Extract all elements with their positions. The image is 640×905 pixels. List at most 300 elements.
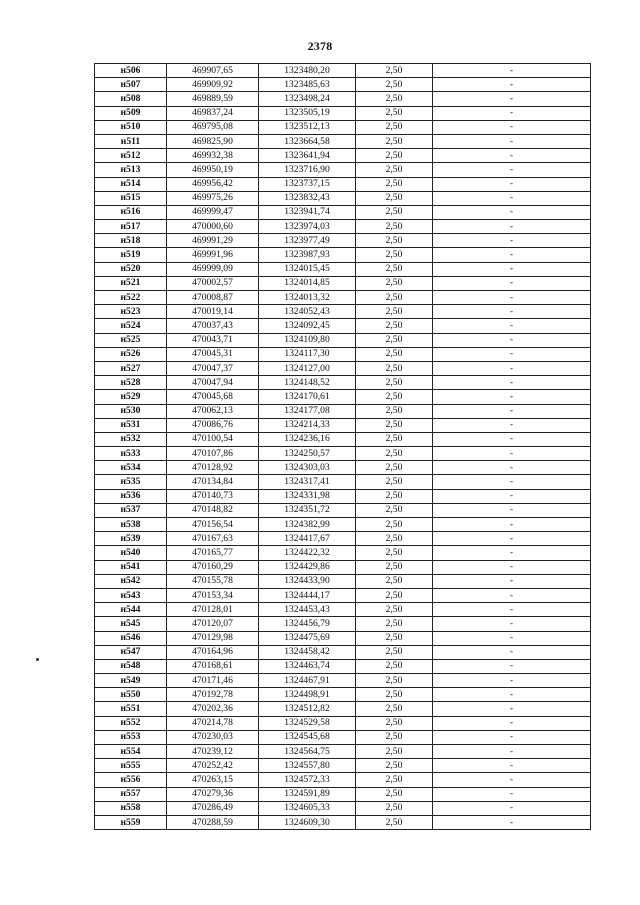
- note-cell: -: [433, 220, 591, 234]
- note-cell: -: [433, 475, 591, 489]
- point-id-cell: н559: [95, 815, 167, 829]
- y-coordinate-cell: 1324015,45: [259, 262, 356, 276]
- precision-cell: 2,50: [356, 134, 433, 148]
- note-cell: -: [433, 418, 591, 432]
- y-coordinate-cell: 1324317,41: [259, 475, 356, 489]
- y-coordinate-cell: 1324382,99: [259, 518, 356, 532]
- x-coordinate-cell: 470045,31: [167, 347, 259, 361]
- y-coordinate-cell: 1324475,69: [259, 631, 356, 645]
- precision-cell: 2,50: [356, 248, 433, 262]
- x-coordinate-cell: 469991,96: [167, 248, 259, 262]
- x-coordinate-cell: 470086,76: [167, 418, 259, 432]
- precision-cell: 2,50: [356, 78, 433, 92]
- y-coordinate-cell: 1323480,20: [259, 64, 356, 78]
- table-row: [95, 546, 591, 560]
- point-id-cell: н518: [95, 234, 167, 248]
- point-id-cell: н540: [95, 546, 167, 560]
- y-coordinate-cell: 1323974,03: [259, 220, 356, 234]
- y-coordinate-cell: 1324013,32: [259, 291, 356, 305]
- note-cell: -: [433, 716, 591, 730]
- note-cell: -: [433, 319, 591, 333]
- precision-cell: 2,50: [356, 645, 433, 659]
- y-coordinate-cell: 1324351,72: [259, 503, 356, 517]
- note-cell: -: [433, 163, 591, 177]
- point-id-cell: н530: [95, 404, 167, 418]
- note-cell: -: [433, 688, 591, 702]
- x-coordinate-cell: 470230,03: [167, 730, 259, 744]
- note-cell: -: [433, 702, 591, 716]
- y-coordinate-cell: 1323832,43: [259, 191, 356, 205]
- x-coordinate-cell: 469795,08: [167, 120, 259, 134]
- y-coordinate-cell: 1324092,45: [259, 319, 356, 333]
- note-cell: -: [433, 64, 591, 78]
- point-id-cell: н520: [95, 262, 167, 276]
- point-id-cell: н543: [95, 588, 167, 602]
- table-row: [95, 305, 591, 319]
- x-coordinate-cell: 470128,01: [167, 603, 259, 617]
- table-row: [95, 617, 591, 631]
- precision-cell: 2,50: [356, 305, 433, 319]
- point-id-cell: н535: [95, 475, 167, 489]
- y-coordinate-cell: 1324170,61: [259, 390, 356, 404]
- note-cell: -: [433, 149, 591, 163]
- table-row: [95, 560, 591, 574]
- table-row: [95, 404, 591, 418]
- x-coordinate-cell: 470171,46: [167, 674, 259, 688]
- point-id-cell: н546: [95, 631, 167, 645]
- table-row: [95, 134, 591, 148]
- y-coordinate-cell: 1323716,90: [259, 163, 356, 177]
- point-id-cell: н557: [95, 787, 167, 801]
- note-cell: -: [433, 815, 591, 829]
- point-id-cell: н521: [95, 276, 167, 290]
- precision-cell: 2,50: [356, 418, 433, 432]
- note-cell: -: [433, 432, 591, 446]
- table-row: [95, 106, 591, 120]
- table-row: [95, 276, 591, 290]
- coordinates-table: [94, 63, 591, 830]
- note-cell: -: [433, 234, 591, 248]
- point-id-cell: н537: [95, 503, 167, 517]
- y-coordinate-cell: 1324433,90: [259, 574, 356, 588]
- x-coordinate-cell: 469999,09: [167, 262, 259, 276]
- point-id-cell: н511: [95, 134, 167, 148]
- x-coordinate-cell: 470045,68: [167, 390, 259, 404]
- precision-cell: 2,50: [356, 801, 433, 815]
- precision-cell: 2,50: [356, 674, 433, 688]
- y-coordinate-cell: 1324052,43: [259, 305, 356, 319]
- y-coordinate-cell: 1324417,67: [259, 532, 356, 546]
- note-cell: -: [433, 588, 591, 602]
- point-id-cell: н536: [95, 489, 167, 503]
- point-id-cell: н549: [95, 674, 167, 688]
- note-cell: -: [433, 503, 591, 517]
- table-row: [95, 801, 591, 815]
- y-coordinate-cell: 1324303,03: [259, 461, 356, 475]
- note-cell: -: [433, 361, 591, 375]
- x-coordinate-cell: 469889,59: [167, 92, 259, 106]
- table-row: [95, 418, 591, 432]
- precision-cell: 2,50: [356, 333, 433, 347]
- note-cell: -: [433, 177, 591, 191]
- precision-cell: 2,50: [356, 120, 433, 134]
- point-id-cell: н516: [95, 205, 167, 219]
- y-coordinate-cell: 1323941,74: [259, 205, 356, 219]
- table-row: [95, 234, 591, 248]
- precision-cell: 2,50: [356, 291, 433, 305]
- note-cell: -: [433, 617, 591, 631]
- y-coordinate-cell: 1324456,79: [259, 617, 356, 631]
- note-cell: -: [433, 191, 591, 205]
- point-id-cell: н519: [95, 248, 167, 262]
- precision-cell: 2,50: [356, 603, 433, 617]
- table-row: [95, 291, 591, 305]
- precision-cell: 2,50: [356, 461, 433, 475]
- note-cell: -: [433, 248, 591, 262]
- note-cell: -: [433, 205, 591, 219]
- y-coordinate-cell: 1324014,85: [259, 276, 356, 290]
- y-coordinate-cell: 1324564,75: [259, 745, 356, 759]
- table-row: [95, 631, 591, 645]
- point-id-cell: н538: [95, 518, 167, 532]
- y-coordinate-cell: 1324557,80: [259, 759, 356, 773]
- y-coordinate-cell: 1324148,52: [259, 376, 356, 390]
- point-id-cell: н541: [95, 560, 167, 574]
- note-cell: -: [433, 333, 591, 347]
- table-row: [95, 333, 591, 347]
- note-cell: -: [433, 78, 591, 92]
- table-row: [95, 730, 591, 744]
- table-row: [95, 461, 591, 475]
- table-row: [95, 376, 591, 390]
- precision-cell: 2,50: [356, 503, 433, 517]
- x-coordinate-cell: 470129,98: [167, 631, 259, 645]
- precision-cell: 2,50: [356, 64, 433, 78]
- note-cell: -: [433, 645, 591, 659]
- point-id-cell: н532: [95, 432, 167, 446]
- y-coordinate-cell: 1323498,24: [259, 92, 356, 106]
- table-row: [95, 191, 591, 205]
- x-coordinate-cell: 469909,92: [167, 78, 259, 92]
- table-row: [95, 447, 591, 461]
- precision-cell: 2,50: [356, 560, 433, 574]
- note-cell: -: [433, 745, 591, 759]
- point-id-cell: н523: [95, 305, 167, 319]
- precision-cell: 2,50: [356, 787, 433, 801]
- precision-cell: 2,50: [356, 234, 433, 248]
- note-cell: -: [433, 560, 591, 574]
- note-cell: -: [433, 518, 591, 532]
- x-coordinate-cell: 470214,78: [167, 716, 259, 730]
- y-coordinate-cell: 1324429,86: [259, 560, 356, 574]
- precision-cell: 2,50: [356, 716, 433, 730]
- point-id-cell: н526: [95, 347, 167, 361]
- precision-cell: 2,50: [356, 688, 433, 702]
- x-coordinate-cell: 470043,71: [167, 333, 259, 347]
- y-coordinate-cell: 1324467,91: [259, 674, 356, 688]
- precision-cell: 2,50: [356, 220, 433, 234]
- x-coordinate-cell: 470288,59: [167, 815, 259, 829]
- precision-cell: 2,50: [356, 361, 433, 375]
- table-row: [95, 815, 591, 829]
- table-row: [95, 319, 591, 333]
- x-coordinate-cell: 470160,29: [167, 560, 259, 574]
- y-coordinate-cell: 1324591,89: [259, 787, 356, 801]
- precision-cell: 2,50: [356, 432, 433, 446]
- x-coordinate-cell: 470037,43: [167, 319, 259, 333]
- note-cell: -: [433, 92, 591, 106]
- precision-cell: 2,50: [356, 730, 433, 744]
- x-coordinate-cell: 470047,94: [167, 376, 259, 390]
- point-id-cell: н529: [95, 390, 167, 404]
- point-id-cell: н522: [95, 291, 167, 305]
- point-id-cell: н515: [95, 191, 167, 205]
- table-row: [95, 702, 591, 716]
- y-coordinate-cell: 1324572,33: [259, 773, 356, 787]
- table-row: [95, 759, 591, 773]
- table-row: [95, 78, 591, 92]
- note-cell: -: [433, 347, 591, 361]
- table-row: [95, 163, 591, 177]
- point-id-cell: н527: [95, 361, 167, 375]
- precision-cell: 2,50: [356, 489, 433, 503]
- table-row: [95, 745, 591, 759]
- table-row: [95, 361, 591, 375]
- x-coordinate-cell: 470019,14: [167, 305, 259, 319]
- precision-cell: 2,50: [356, 319, 433, 333]
- point-id-cell: н512: [95, 149, 167, 163]
- precision-cell: 2,50: [356, 574, 433, 588]
- precision-cell: 2,50: [356, 773, 433, 787]
- x-coordinate-cell: 470263,15: [167, 773, 259, 787]
- x-coordinate-cell: 470008,87: [167, 291, 259, 305]
- note-cell: -: [433, 404, 591, 418]
- precision-cell: 2,50: [356, 532, 433, 546]
- point-id-cell: н548: [95, 659, 167, 673]
- point-id-cell: н510: [95, 120, 167, 134]
- x-coordinate-cell: 469999,47: [167, 205, 259, 219]
- point-id-cell: н547: [95, 645, 167, 659]
- x-coordinate-cell: 470107,86: [167, 447, 259, 461]
- table-row: [95, 532, 591, 546]
- y-coordinate-cell: 1324444,17: [259, 588, 356, 602]
- table-row: [95, 773, 591, 787]
- note-cell: -: [433, 262, 591, 276]
- x-coordinate-cell: 470047,37: [167, 361, 259, 375]
- point-id-cell: н551: [95, 702, 167, 716]
- x-coordinate-cell: 469950,19: [167, 163, 259, 177]
- note-cell: -: [433, 603, 591, 617]
- y-coordinate-cell: 1324331,98: [259, 489, 356, 503]
- point-id-cell: н554: [95, 745, 167, 759]
- table-row: [95, 347, 591, 361]
- table-row: [95, 518, 591, 532]
- x-coordinate-cell: 470168,61: [167, 659, 259, 673]
- point-id-cell: н542: [95, 574, 167, 588]
- point-id-cell: н524: [95, 319, 167, 333]
- y-coordinate-cell: 1324127,00: [259, 361, 356, 375]
- note-cell: -: [433, 276, 591, 290]
- x-coordinate-cell: 470165,77: [167, 546, 259, 560]
- precision-cell: 2,50: [356, 518, 433, 532]
- table-row: [95, 659, 591, 673]
- precision-cell: 2,50: [356, 659, 433, 673]
- y-coordinate-cell: 1324214,33: [259, 418, 356, 432]
- y-coordinate-cell: 1324250,57: [259, 447, 356, 461]
- point-id-cell: н555: [95, 759, 167, 773]
- table-row: [95, 588, 591, 602]
- precision-cell: 2,50: [356, 262, 433, 276]
- y-coordinate-cell: 1324498,91: [259, 688, 356, 702]
- precision-cell: 2,50: [356, 815, 433, 829]
- note-cell: -: [433, 773, 591, 787]
- table-row: [95, 787, 591, 801]
- precision-cell: 2,50: [356, 376, 433, 390]
- precision-cell: 2,50: [356, 631, 433, 645]
- y-coordinate-cell: 1323977,49: [259, 234, 356, 248]
- table-row: [95, 716, 591, 730]
- y-coordinate-cell: 1324422,32: [259, 546, 356, 560]
- x-coordinate-cell: 470000,60: [167, 220, 259, 234]
- y-coordinate-cell: 1323664,58: [259, 134, 356, 148]
- precision-cell: 2,50: [356, 177, 433, 191]
- x-coordinate-cell: 470134,84: [167, 475, 259, 489]
- precision-cell: 2,50: [356, 92, 433, 106]
- point-id-cell: н553: [95, 730, 167, 744]
- y-coordinate-cell: 1324109,80: [259, 333, 356, 347]
- point-id-cell: н525: [95, 333, 167, 347]
- table-row: [95, 432, 591, 446]
- x-coordinate-cell: 469907,65: [167, 64, 259, 78]
- point-id-cell: н533: [95, 447, 167, 461]
- precision-cell: 2,50: [356, 702, 433, 716]
- y-coordinate-cell: 1323737,15: [259, 177, 356, 191]
- precision-cell: 2,50: [356, 745, 433, 759]
- x-coordinate-cell: 470239,12: [167, 745, 259, 759]
- table-row: [95, 645, 591, 659]
- y-coordinate-cell: 1324453,43: [259, 603, 356, 617]
- precision-cell: 2,50: [356, 475, 433, 489]
- note-cell: -: [433, 546, 591, 560]
- x-coordinate-cell: 469837,24: [167, 106, 259, 120]
- point-id-cell: н507: [95, 78, 167, 92]
- note-cell: -: [433, 532, 591, 546]
- precision-cell: 2,50: [356, 149, 433, 163]
- y-coordinate-cell: 1324605,33: [259, 801, 356, 815]
- table-row: [95, 688, 591, 702]
- note-cell: -: [433, 134, 591, 148]
- point-id-cell: н558: [95, 801, 167, 815]
- table-body: [95, 64, 591, 830]
- point-id-cell: н509: [95, 106, 167, 120]
- x-coordinate-cell: 470252,42: [167, 759, 259, 773]
- x-coordinate-cell: 470062,13: [167, 404, 259, 418]
- table-row: [95, 475, 591, 489]
- note-cell: -: [433, 291, 591, 305]
- point-id-cell: н556: [95, 773, 167, 787]
- note-cell: -: [433, 759, 591, 773]
- note-cell: -: [433, 787, 591, 801]
- y-coordinate-cell: 1324545,68: [259, 730, 356, 744]
- x-coordinate-cell: 469932,38: [167, 149, 259, 163]
- point-id-cell: н528: [95, 376, 167, 390]
- x-coordinate-cell: 469825,90: [167, 134, 259, 148]
- x-coordinate-cell: 469975,26: [167, 191, 259, 205]
- precision-cell: 2,50: [356, 347, 433, 361]
- stray-mark: [36, 658, 39, 661]
- precision-cell: 2,50: [356, 447, 433, 461]
- x-coordinate-cell: 470155,78: [167, 574, 259, 588]
- point-id-cell: н534: [95, 461, 167, 475]
- page-number: 2378: [307, 39, 333, 53]
- y-coordinate-cell: 1323641,94: [259, 149, 356, 163]
- point-id-cell: н508: [95, 92, 167, 106]
- table-row: [95, 262, 591, 276]
- x-coordinate-cell: 470192,78: [167, 688, 259, 702]
- point-id-cell: н552: [95, 716, 167, 730]
- note-cell: -: [433, 390, 591, 404]
- x-coordinate-cell: 470202,36: [167, 702, 259, 716]
- x-coordinate-cell: 470153,34: [167, 588, 259, 602]
- table-row: [95, 205, 591, 219]
- precision-cell: 2,50: [356, 205, 433, 219]
- note-cell: -: [433, 574, 591, 588]
- precision-cell: 2,50: [356, 546, 433, 560]
- point-id-cell: н514: [95, 177, 167, 191]
- x-coordinate-cell: 470167,63: [167, 532, 259, 546]
- note-cell: -: [433, 305, 591, 319]
- y-coordinate-cell: 1323512,13: [259, 120, 356, 134]
- note-cell: -: [433, 659, 591, 673]
- point-id-cell: н513: [95, 163, 167, 177]
- table-row: [95, 489, 591, 503]
- table-row: [95, 390, 591, 404]
- x-coordinate-cell: 470140,73: [167, 489, 259, 503]
- table-row: [95, 674, 591, 688]
- precision-cell: 2,50: [356, 390, 433, 404]
- note-cell: -: [433, 461, 591, 475]
- x-coordinate-cell: 469956,42: [167, 177, 259, 191]
- x-coordinate-cell: 470128,92: [167, 461, 259, 475]
- x-coordinate-cell: 470279,36: [167, 787, 259, 801]
- precision-cell: 2,50: [356, 404, 433, 418]
- x-coordinate-cell: 470100,54: [167, 432, 259, 446]
- y-coordinate-cell: 1324458,42: [259, 645, 356, 659]
- precision-cell: 2,50: [356, 617, 433, 631]
- note-cell: -: [433, 674, 591, 688]
- y-coordinate-cell: 1324512,82: [259, 702, 356, 716]
- note-cell: -: [433, 801, 591, 815]
- precision-cell: 2,50: [356, 276, 433, 290]
- point-id-cell: н539: [95, 532, 167, 546]
- x-coordinate-cell: 470286,49: [167, 801, 259, 815]
- table-row: [95, 149, 591, 163]
- point-id-cell: н531: [95, 418, 167, 432]
- note-cell: -: [433, 631, 591, 645]
- table-row: [95, 64, 591, 78]
- table-row: [95, 177, 591, 191]
- note-cell: -: [433, 447, 591, 461]
- y-coordinate-cell: 1323987,93: [259, 248, 356, 262]
- x-coordinate-cell: 470156,54: [167, 518, 259, 532]
- note-cell: -: [433, 106, 591, 120]
- table-row: [95, 92, 591, 106]
- precision-cell: 2,50: [356, 163, 433, 177]
- table-row: [95, 503, 591, 517]
- point-id-cell: н517: [95, 220, 167, 234]
- table-row: [95, 120, 591, 134]
- point-id-cell: н545: [95, 617, 167, 631]
